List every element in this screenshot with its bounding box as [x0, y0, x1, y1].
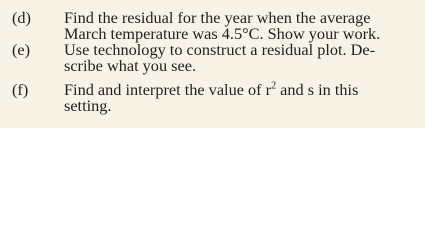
item-label: (d) [12, 8, 31, 27]
item-text: Find the residual for the year when the average March temperature was 4.5°C. Show your work. [64, 8, 381, 44]
item-text [64, 82, 407, 114]
item-label: (f) [12, 80, 29, 99]
exercise-item-e [12, 42, 407, 74]
item-label: (e) [12, 40, 31, 59]
exercise-item-d [12, 10, 407, 42]
superscript-two: 2 [271, 80, 277, 92]
item-text-after: and s in this setting. [64, 80, 359, 116]
exercise-item-f [12, 82, 407, 114]
item-text: Use technology to construct a residual plot. De- scribe what you see. [64, 40, 376, 76]
item-text-before: Find and interpret the value of r [64, 80, 272, 99]
